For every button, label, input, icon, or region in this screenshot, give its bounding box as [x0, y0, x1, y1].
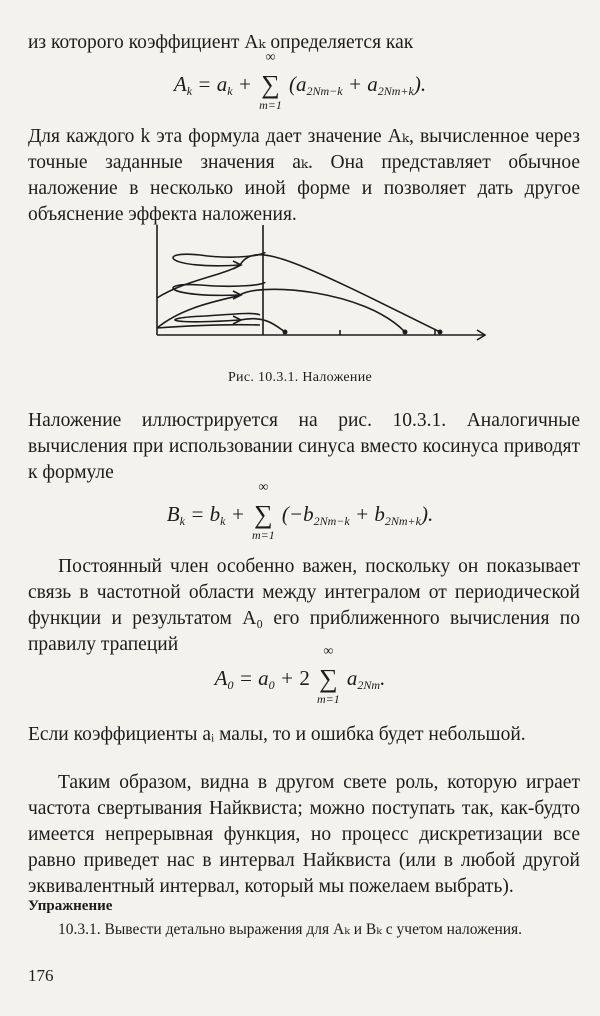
paragraph-constant-term: Постоянный член особенно важен, поскольку он показывает связь в частотной области между интегралом от периодической функции и результатом A₀ его приближенного вычисления по правилу трапеций — [28, 556, 580, 655]
equation-ak: $A_k = a_k$ + ∑ ∞ m=1 $(a_{2Nm-k} + a_{2Nm+k})$. — [173, 50, 427, 112]
eq2-lhs-sub: k — [179, 514, 185, 528]
eq1-first: a — [216, 72, 228, 96]
eq2-lhs: B — [166, 502, 180, 526]
alias-arrow-middle — [240, 289, 405, 332]
eq3-coef: 2 — [299, 666, 310, 690]
alias-arrow-long — [240, 255, 440, 332]
eq3-term: a — [346, 666, 358, 690]
paragraph-figure-reference: Наложение иллюстрируется на рис. 10.3.1. Аналогичные вычисления при использовании синуса вместо косинуса приводят к формуле — [28, 410, 580, 483]
eq3-first-sub: 0 — [268, 678, 275, 692]
exercise-heading: Упражнение — [28, 898, 113, 914]
eq2-term-a-sub: 2Nm−k — [313, 514, 350, 528]
fold-curve-upper — [173, 252, 265, 266]
eq2-first: b — [209, 502, 221, 526]
inner-arc-b — [157, 265, 240, 298]
eq3-first: a — [258, 666, 269, 690]
sample-point-2 — [403, 330, 408, 335]
sample-point-3 — [438, 330, 443, 335]
equation-bk: $B_k = b_k$ + ∑ ∞ m=1 $(-b_{2Nm-k} + b_{2Nm+k})$. — [166, 480, 434, 542]
sample-point-1 — [283, 330, 288, 335]
eq1-sum-bottom: m=1 — [259, 98, 282, 112]
paragraph-formula-explanation: Для каждого k эта формула дает значение Aₖ, вычисленное через точные заданные значения aₖ. Она представляет обычное наложение в несколько иной форме и позволяет дать другое объяснение эффекта наложения. — [28, 126, 580, 225]
eq2-sum-top: ∞ — [258, 480, 269, 495]
eq3-term-sub: 2Nm — [357, 678, 381, 692]
eq2-term-b: b — [374, 502, 385, 526]
aliasing-figure — [145, 220, 490, 355]
eq3-sum-top: ∞ — [323, 644, 334, 659]
eq3-sum: ∑ ∞ m=1 — [316, 644, 340, 706]
eq3-sum-bottom: m=1 — [316, 692, 340, 706]
inner-arc-a — [157, 295, 240, 328]
eq3-lhs-sub: 0 — [227, 678, 234, 692]
paragraph-small-coefficients: Если коэффициенты aᵢ малы, то и ошибка будет небольшой. — [28, 724, 526, 745]
eq2-term-b-sub: 2Nm+k — [384, 514, 421, 528]
eq1-term-a: a — [296, 72, 307, 96]
eq1-term-a-sub: 2Nm−k — [306, 84, 343, 98]
exercise-text: 10.3.1. Вывести детально выражения для Aₖ и Bₖ с учетом наложения. — [58, 921, 523, 938]
eq1-term-b: a — [367, 72, 378, 96]
eq3-lhs: A — [214, 666, 228, 690]
equation-a0: $A_0 = a_0 + 2$ ∑ ∞ m=1 $a_{2Nm}$. — [214, 644, 386, 706]
base-curve — [157, 325, 260, 328]
paragraph-nyquist: Таким образом, видна в другом свете роль, которую играет частота свертывания Найквиста; можно поступать так, как-будто имеется непрерывная функция, но процесс дискретизации все равно приведет нас в интервал Найквиста (или в любой другой эквивалентный интервал, который мы пожелаем выбрать). — [28, 772, 580, 897]
eq1-lhs-sub: k — [186, 84, 193, 98]
figure-caption: Рис. 10.3.1. Наложение — [227, 370, 373, 385]
eq1-first-sub: k — [227, 84, 233, 98]
eq1-sum: ∑ ∞ m=1 — [259, 50, 282, 112]
eq1-term-b-sub: 2Nm+k — [377, 84, 414, 98]
eq1-lhs: A — [173, 72, 187, 96]
eq2-sum-bottom: m=1 — [252, 528, 275, 542]
fold-curve-lower — [175, 313, 260, 321]
eq2-term-a: −b — [288, 502, 314, 526]
eq2-first-sub: k — [220, 514, 226, 528]
page-number: 176 — [28, 966, 54, 985]
eq1-sum-top: ∞ — [265, 50, 276, 65]
eq2-sum: ∑ ∞ m=1 — [252, 480, 275, 542]
paragraph-intro: из которого коэффициент Aₖ определяется как — [28, 32, 414, 53]
